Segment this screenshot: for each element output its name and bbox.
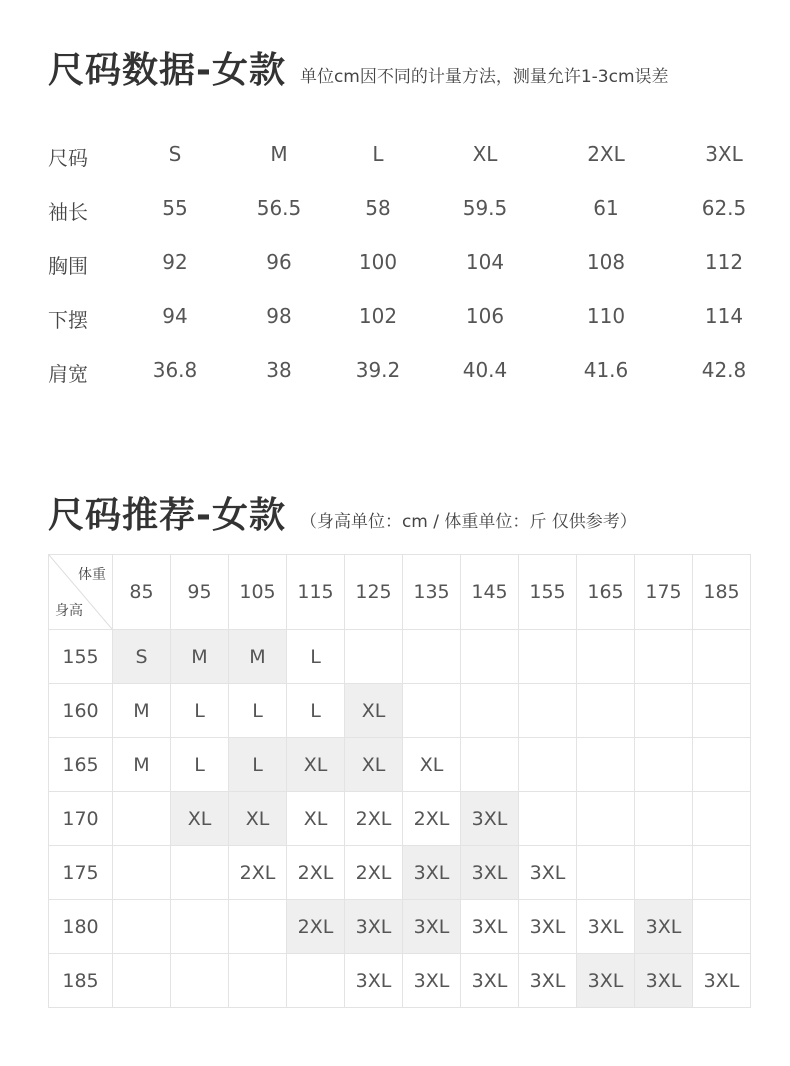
empty-cell [577,846,635,900]
empty-cell [693,846,751,900]
height-row [49,846,751,900]
corner-header-cell [49,555,113,630]
height-row [49,954,751,1008]
recommended-size-cell: L [171,684,229,738]
recommended-size-cell: 2XL [287,846,345,900]
empty-cell [635,846,693,900]
recommended-size-cell: 3XL [519,900,577,954]
empty-cell [635,630,693,684]
weight-header-cell: 175 [635,555,693,630]
empty-cell [345,630,403,684]
measure-value-cell: 59.5 [462,196,508,220]
height-row [49,738,751,792]
measure-value-cell: 61 [593,196,619,220]
size-recommend-heading: 尺码推荐-女款 [48,495,286,536]
recommended-size-cell: M [229,630,287,684]
empty-cell [229,954,287,1008]
weight-header-cell: 125 [345,555,403,630]
recommended-size-cell: XL [171,792,229,846]
recommended-size-cell: 3XL [461,792,519,846]
size-name-cell: M [270,142,288,166]
recommended-size-cell: L [287,630,345,684]
size-name-cell: XL [472,142,498,166]
size-measure-row [48,196,748,226]
empty-cell [113,954,171,1008]
recommended-size-cell: M [113,738,171,792]
weight-axis-label: 体重 [78,567,106,583]
measure-value-cell: 110 [586,304,626,328]
recommended-size-cell: 3XL [635,900,693,954]
measure-value-cell: 108 [586,250,626,274]
recommended-size-cell: 3XL [345,954,403,1008]
recommended-size-cell: 2XL [229,846,287,900]
measure-value-cell: 100 [358,250,398,274]
empty-cell [113,900,171,954]
recommended-size-cell: M [171,630,229,684]
measure-value-cell: 104 [465,250,505,274]
size-data-note: 单位cm因不同的计量方法，测量允许1-3cm误差 [299,67,669,87]
recommended-size-cell: XL [345,738,403,792]
recommended-size-cell: XL [229,792,287,846]
empty-cell [635,792,693,846]
height-label-cell: 175 [49,846,113,900]
recommended-size-cell: XL [287,738,345,792]
recommended-size-cell: L [229,684,287,738]
recommended-size-cell: L [287,684,345,738]
recommended-size-cell: 2XL [345,792,403,846]
recommended-size-cell: 3XL [519,846,577,900]
empty-cell [577,792,635,846]
recommended-size-cell: 3XL [461,900,519,954]
empty-cell [461,684,519,738]
empty-cell [635,684,693,738]
empty-cell [577,684,635,738]
measure-value-cell: 92 [162,250,188,274]
measure-value-cell: 40.4 [462,358,508,382]
measure-value-cell: 36.8 [152,358,198,382]
measure-label: 下摆 [48,308,88,332]
height-row [49,792,751,846]
weight-header-cell: 115 [287,555,345,630]
measure-label: 袖长 [48,200,88,224]
recommended-size-cell: XL [345,684,403,738]
measure-label: 胸围 [48,254,88,278]
recommended-size-cell: 2XL [403,792,461,846]
height-label-cell: 180 [49,900,113,954]
recommended-size-cell: 3XL [461,954,519,1008]
recommended-size-cell: 3XL [403,846,461,900]
measure-value-cell: 96 [266,250,292,274]
empty-cell [519,684,577,738]
recommended-size-cell: L [229,738,287,792]
empty-cell [171,900,229,954]
size-name-cell: S [168,142,182,166]
measure-value-cell: 56.5 [256,196,302,220]
recommended-size-cell: 3XL [403,900,461,954]
recommended-size-cell: 2XL [345,846,403,900]
empty-cell [113,846,171,900]
empty-cell [403,630,461,684]
measure-value-cell: 38 [266,358,292,382]
weight-header-cell: 185 [693,555,751,630]
empty-cell [113,792,171,846]
height-axis-label: 身高 [55,603,83,619]
height-row [49,684,751,738]
measure-value-cell: 58 [365,196,391,220]
measure-value-cell: 112 [704,250,744,274]
height-label-cell: 185 [49,954,113,1008]
empty-cell [229,900,287,954]
size-name-cell: 3XL [705,142,743,166]
measure-value-cell: 42.8 [701,358,747,382]
empty-cell [461,630,519,684]
empty-cell [693,630,751,684]
empty-cell [519,738,577,792]
size-recommend-table [48,554,751,1008]
empty-cell [171,846,229,900]
empty-cell [519,792,577,846]
empty-cell [519,630,577,684]
weight-header-cell: 145 [461,555,519,630]
measure-value-cell: 41.6 [583,358,629,382]
size-measure-row [48,304,748,334]
empty-cell [577,630,635,684]
recommended-size-cell: S [113,630,171,684]
recommended-size-cell: XL [403,738,461,792]
size-name-cell: 2XL [587,142,625,166]
recommended-size-cell: 3XL [345,900,403,954]
recommended-size-cell: 3XL [693,954,751,1008]
recommended-size-cell: 3XL [635,954,693,1008]
empty-cell [287,954,345,1008]
empty-cell [577,738,635,792]
measure-value-cell: 106 [465,304,505,328]
empty-cell [461,738,519,792]
size-measure-row [48,358,748,388]
measure-value-cell: 94 [162,304,188,328]
empty-cell [693,684,751,738]
empty-cell [635,738,693,792]
empty-cell [693,900,751,954]
size-recommend-title [48,487,637,538]
recommended-size-cell: M [113,684,171,738]
recommended-size-cell: 3XL [403,954,461,1008]
weight-header-cell: 165 [577,555,635,630]
weight-header-row [49,555,751,630]
size-data-title [48,42,669,93]
height-row [49,630,751,684]
empty-cell [693,792,751,846]
measure-value-cell: 102 [358,304,398,328]
size-header-row [48,142,748,172]
height-row [49,900,751,954]
weight-header-cell: 95 [171,555,229,630]
recommended-size-cell: 3XL [577,954,635,1008]
recommended-size-cell: 3XL [461,846,519,900]
measure-value-cell: 55 [162,196,188,220]
measure-value-cell: 62.5 [701,196,747,220]
size-header-label: 尺码 [48,146,88,170]
size-name-cell: L [372,142,384,166]
size-recommend-note: （身高单位：cm / 体重单位：斤 仅供参考） [299,512,637,532]
empty-cell [171,954,229,1008]
weight-header-cell: 105 [229,555,287,630]
recommended-size-cell: 3XL [577,900,635,954]
height-label-cell: 160 [49,684,113,738]
size-measure-row [48,250,748,280]
measure-value-cell: 114 [704,304,744,328]
height-label-cell: 165 [49,738,113,792]
measure-label: 肩宽 [48,362,88,386]
measure-value-cell: 98 [266,304,292,328]
height-label-cell: 170 [49,792,113,846]
empty-cell [403,684,461,738]
height-label-cell: 155 [49,630,113,684]
recommended-size-cell: 2XL [287,900,345,954]
weight-header-cell: 85 [113,555,171,630]
weight-header-cell: 155 [519,555,577,630]
measure-value-cell: 39.2 [355,358,401,382]
recommended-size-cell: L [171,738,229,792]
recommended-size-cell: XL [287,792,345,846]
empty-cell [693,738,751,792]
size-data-heading: 尺码数据-女款 [48,50,286,91]
recommended-size-cell: 3XL [519,954,577,1008]
weight-header-cell: 135 [403,555,461,630]
